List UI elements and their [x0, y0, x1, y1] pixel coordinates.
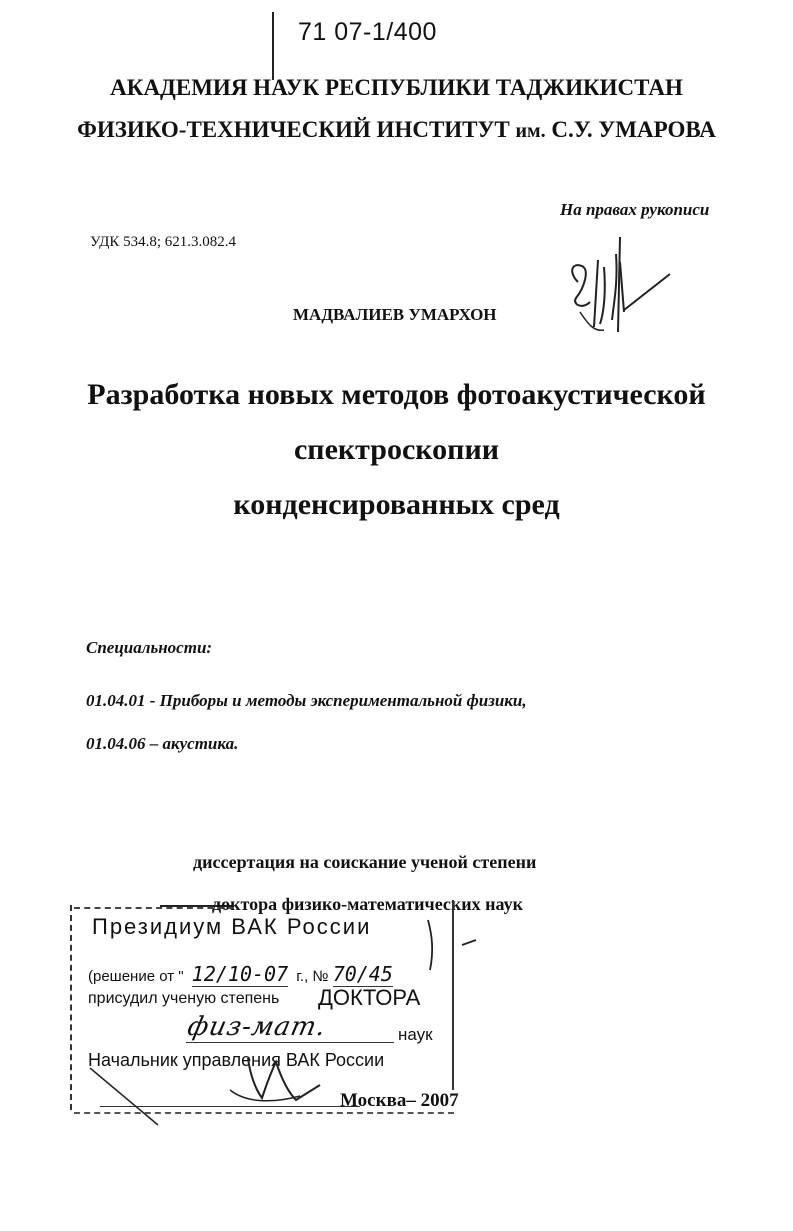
stamp-field-underline [186, 1042, 394, 1043]
footer-overlap-line [100, 1106, 360, 1107]
title-line-2: спектроскопии [293, 433, 500, 466]
academy-name: АКАДЕМИЯ НАУК РЕСПУБЛИКИ ТАДЖИКИСТАН [110, 75, 683, 100]
stamp-decision-number: 70/45 [332, 962, 393, 986]
institute-person: С.У. УМАРОВА [545, 117, 716, 142]
city-year: Москва– 2007 [340, 1090, 459, 1111]
title-line-3: конденсированных сред [233, 488, 560, 521]
stamp-decision-year: г., № [296, 968, 329, 985]
specialties-heading: Специальности: [86, 638, 213, 657]
manuscript-rights: На правах рукописи [560, 200, 710, 219]
institute-abbr: им. [515, 120, 546, 142]
stamp-border-top [74, 907, 234, 909]
author-signature [560, 232, 680, 342]
specialty-item: 01.04.06 – акустика. [86, 734, 239, 753]
stamp-sciences: наук [398, 1025, 433, 1044]
stamp-decision-date: 12/10-07 [191, 962, 289, 986]
institute-main: ФИЗИКО-ТЕХНИЧЕСКИЙ ИНСТИТУТ [77, 117, 516, 142]
udk-code: УДК 534.8; 621.3.082.4 [90, 234, 237, 250]
specialty-item: 01.04.01 - Приборы и методы экспериментальной физики, [86, 691, 527, 710]
dissertation-line-2: доктора физико-математических наук [212, 894, 523, 914]
stamp-awarded: присудил ученую степень [88, 990, 280, 1007]
stamp-border-left [70, 905, 72, 1110]
dissertation-line-1: диссертация на соискание ученой степени [193, 852, 537, 872]
stamp-border-right [452, 900, 454, 1090]
archive-code: 71 07-1/400 [298, 18, 437, 46]
stamp-degree: ДОКТОРА [318, 985, 421, 1010]
title-line-1: Разработка новых методов фотоакустической [87, 378, 706, 411]
stamp-head-title: Начальник управления ВАК России [88, 1050, 385, 1070]
stamp-decision [88, 962, 393, 986]
institute-name [0, 117, 793, 143]
stamp-border-bottom [74, 1112, 454, 1114]
stamp-field-handwritten: физ-мат. [184, 1012, 330, 1042]
stamp-presidium: Президиум ВАК России [92, 914, 372, 939]
author-name: МАДВАЛИЕВ УМАРХОН [293, 305, 497, 324]
archive-margin-line [272, 12, 274, 80]
stamp-decision-prefix: (решение от " [88, 968, 184, 985]
